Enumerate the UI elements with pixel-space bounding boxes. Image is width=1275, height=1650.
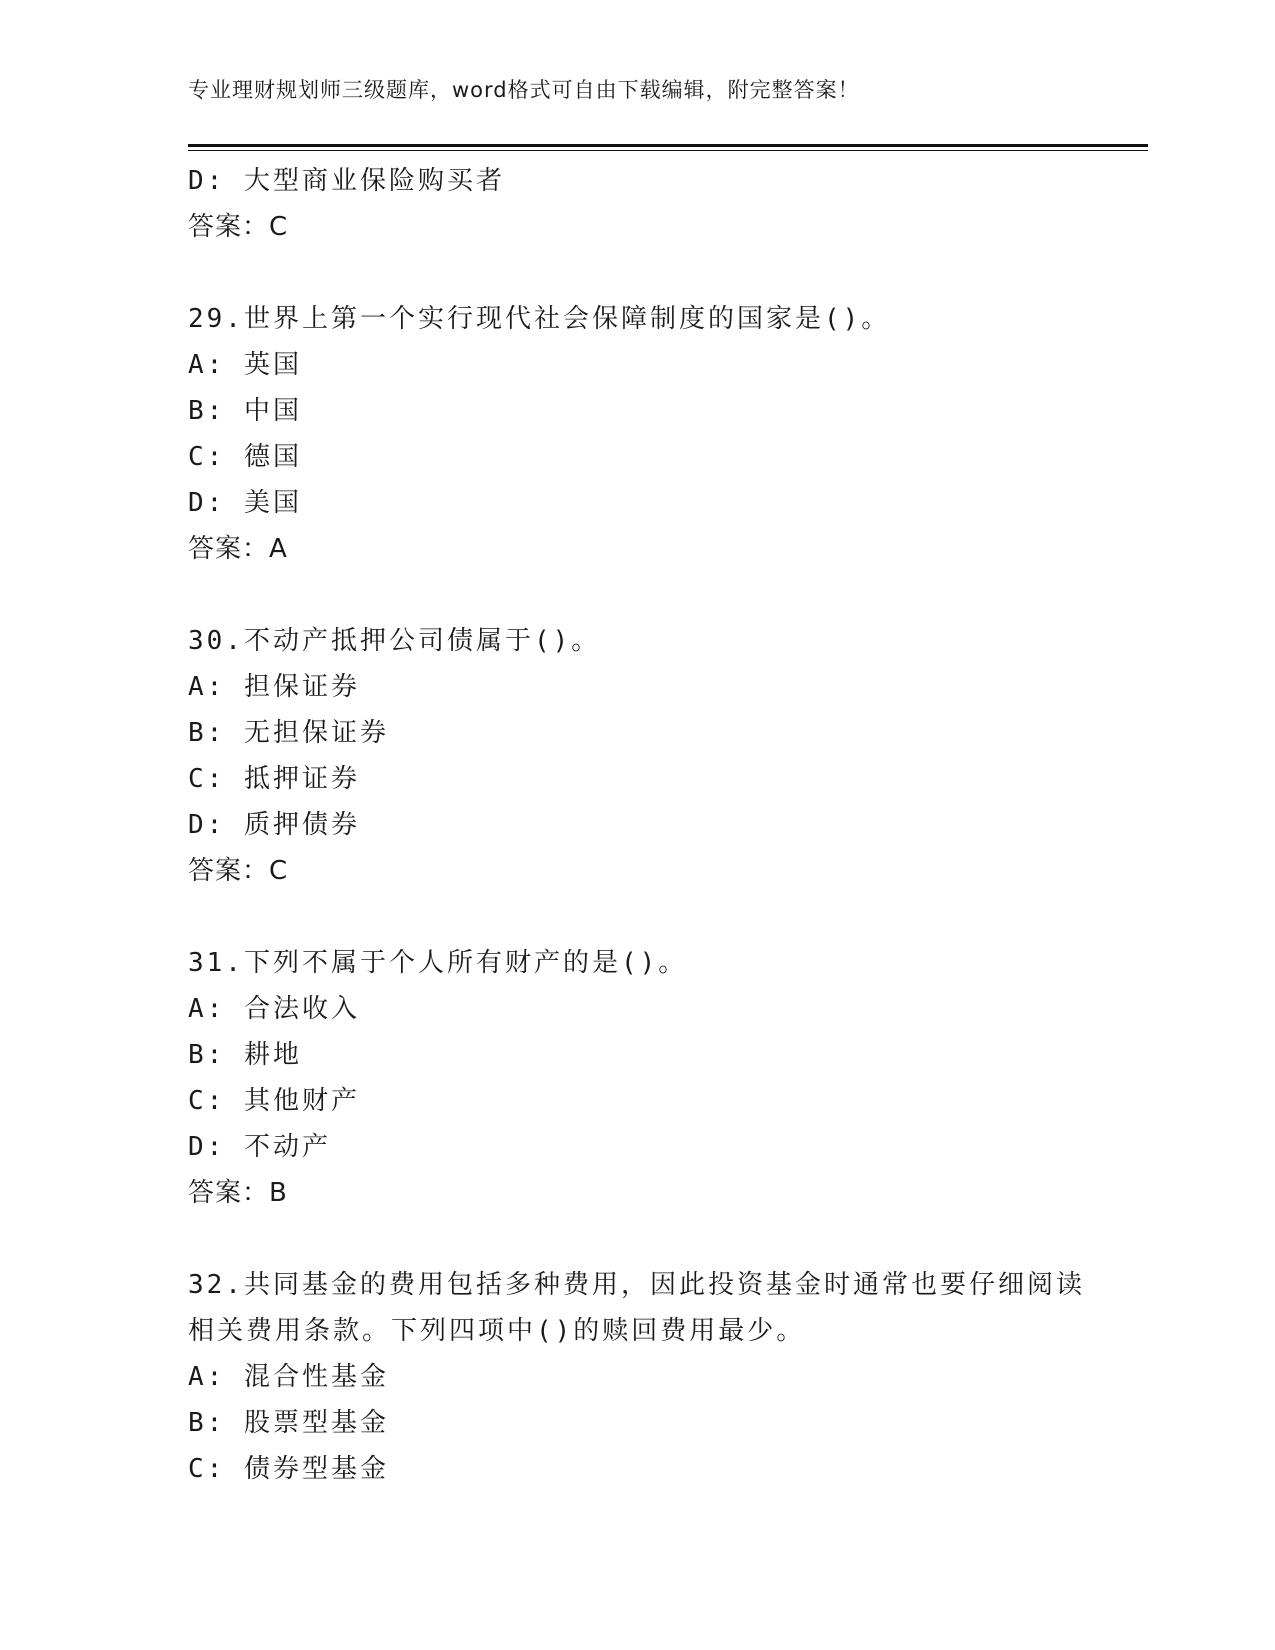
option-b: B: 无担保证券 xyxy=(188,718,389,748)
option-c: C: 抵押证券 xyxy=(188,764,360,794)
question-stem: 30.不动产抵押公司债属于()。 xyxy=(188,626,601,656)
spacer xyxy=(188,894,1148,940)
option-b: B: 耕地 xyxy=(188,1040,302,1070)
question-stem-line-1: 32.共同基金的费用包括多种费用，因此投资基金时通常也要仔细阅读 xyxy=(188,1270,1085,1300)
spacer xyxy=(188,1216,1148,1262)
page-header: 专业理财规划师三级题库，word格式可自由下载编辑，附完整答案！ xyxy=(188,78,860,102)
answer: 答案：C xyxy=(188,212,289,242)
option-d: D: 质押债券 xyxy=(188,810,360,840)
option-c: C: 德国 xyxy=(188,442,302,472)
question-stem: 31.下列不属于个人所有财产的是()。 xyxy=(188,948,688,978)
spacer xyxy=(188,250,1148,296)
answer: 答案：B xyxy=(188,1178,288,1208)
document-body xyxy=(188,158,1148,1492)
question-stem: 29.世界上第一个实行现代社会保障制度的国家是()。 xyxy=(188,304,891,334)
answer: 答案：C xyxy=(188,856,289,886)
question-stem-line-2: 相关费用条款。下列四项中()的赎回费用最少。 xyxy=(188,1316,806,1346)
spacer xyxy=(188,572,1148,618)
option-d: D: 不动产 xyxy=(188,1132,331,1162)
answer: 答案：A xyxy=(188,534,288,564)
option-a: A: 担保证券 xyxy=(188,672,360,702)
option-a: A: 英国 xyxy=(188,350,302,380)
option-d: D: 美国 xyxy=(188,488,302,518)
option-c: C: 其他财产 xyxy=(188,1086,360,1116)
option-a: A: 合法收入 xyxy=(188,994,360,1024)
option-d: D: 大型商业保险购买者 xyxy=(188,166,505,196)
header-rule-thick xyxy=(188,144,1148,147)
option-a: A: 混合性基金 xyxy=(188,1362,389,1392)
option-b: B: 股票型基金 xyxy=(188,1408,389,1438)
header-rule-thin xyxy=(188,150,1148,151)
option-b: B: 中国 xyxy=(188,396,302,426)
option-c: C: 债券型基金 xyxy=(188,1454,389,1484)
